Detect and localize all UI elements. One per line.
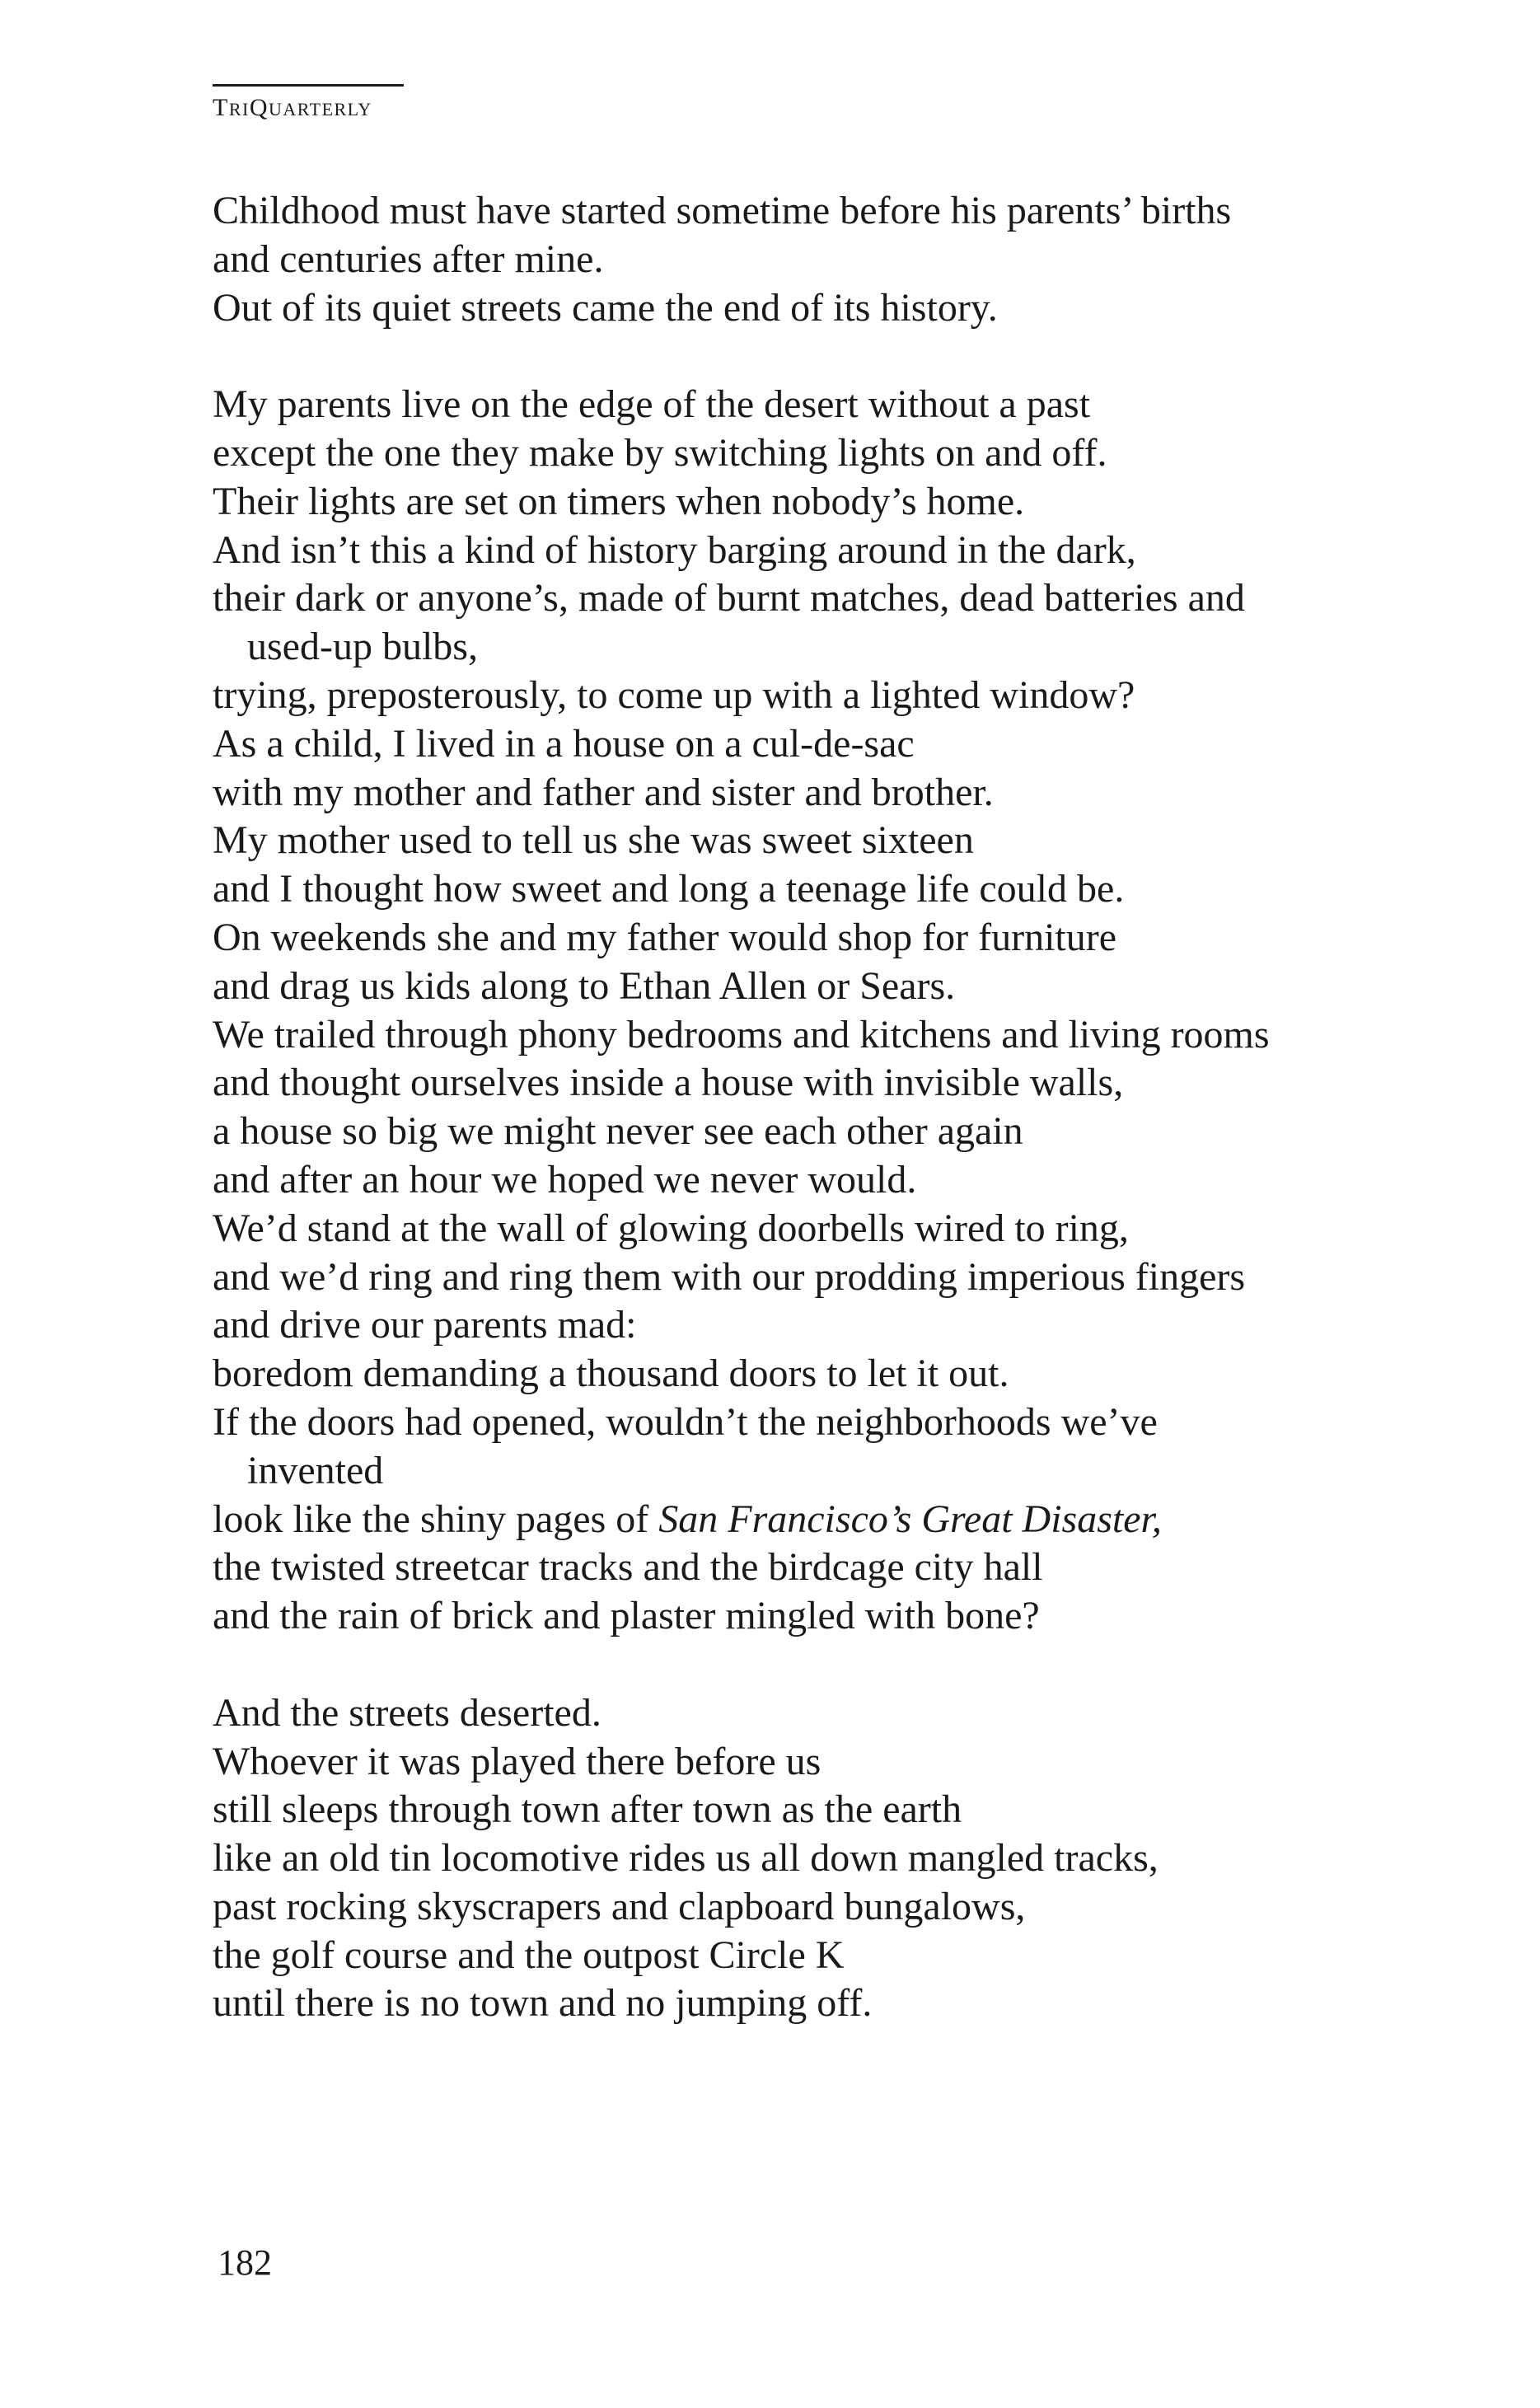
poem-line: On weekends she and my father would shop for furniture [213,915,1117,959]
poem-line: We’d stand at the wall of glowing doorbells wired to ring, [213,1206,1129,1250]
poem-body [213,187,1498,2028]
running-head-cap: T [213,94,229,121]
running-head-text: RI [228,99,250,119]
poem-line: My parents live on the edge of the desert without a past [213,382,1091,427]
poem-line: trying, preposterously, to come up with a lighted window? [213,672,1135,717]
header-rule [213,84,404,87]
poem-line: with my mother and father and sister and brother. [213,770,994,814]
poem-line: and I thought how sweet and long a teenage life could be. [213,867,1125,911]
poem-line: except the one they make by switching lights on and off. [213,430,1107,475]
poem-line: past rocking skyscrapers and clapboard bungalows, [213,1884,1026,1928]
poem-line: the golf course and the outpost Circle K [213,1932,845,1977]
poem-line-continuation: invented [247,1448,384,1492]
poem-line: and we’d ring and ring them with our prodding imperious fingers [213,1254,1246,1299]
poem-line [213,1496,1498,1544]
poem-line: boredom demanding a thousand doors to let it out. [213,1352,1009,1396]
poem-line-text: look like the shiny pages of [213,1497,659,1541]
stanza-break [213,1641,1498,1689]
poem-line: and drive our parents mad: [213,1303,637,1347]
poem-line: As a child, I lived in a house on a cul-de-sac [213,721,915,766]
poem-line: My mother used to tell us she was sweet sixteen [213,818,974,863]
poem-line: And isn’t this a kind of history barging around in the dark, [213,527,1136,572]
running-head-cap: Q [249,94,269,121]
poem-line: We trailed through phony bedrooms and kitchens and living rooms [213,1012,1270,1056]
poem-line-continuation: used-up bulbs, [247,625,478,669]
stanza-1 [213,187,1498,332]
poem-line: until there is no town and no jumping off. [213,1981,873,2026]
poem-line: and drag us kids along to Ethan Allen or Sears. [213,963,956,1008]
poem-line: their dark or anyone’s, made of burnt matches, dead batteries and [213,576,1245,621]
poem-line: and centuries after mine. [213,237,604,281]
poem-line: and thought ourselves inside a house with invisible walls, [213,1061,1124,1105]
poem-line: a house so big we might never see each other again [213,1109,1023,1154]
poem-line: Their lights are set on timers when nobody’s home. [213,479,1025,523]
book-title: San Francisco’s Great Disaster, [658,1497,1162,1541]
poem-line: still sleeps through town after town as the earth [213,1787,962,1832]
poem-line: like an old tin locomotive rides us all down mangled tracks, [213,1836,1159,1881]
poem-line: Childhood must have started sometime before his parents’ births [213,189,1232,232]
running-head-text: UARTERLY [269,99,372,119]
poem-line: Out of its quiet streets came the end of its history. [213,285,998,330]
page-number: 182 [218,2242,272,2283]
stanza-3 [213,1689,1498,2029]
poem-line: And the streets deserted. [213,1690,601,1735]
running-head [213,96,372,122]
poem-line: and the rain of brick and plaster mingled with bone? [213,1594,1040,1638]
poem-line: and after an hour we hoped we never would. [213,1157,917,1202]
stanza-2 [213,381,1498,1641]
poem-line: Whoever it was played there before us [213,1739,821,1783]
stanza-break [213,332,1498,381]
poem-line: the twisted streetcar tracks and the birdcage city hall [213,1545,1043,1590]
poem-line: If the doors had opened, wouldn’t the neighborhoods we’ve [213,1399,1158,1444]
